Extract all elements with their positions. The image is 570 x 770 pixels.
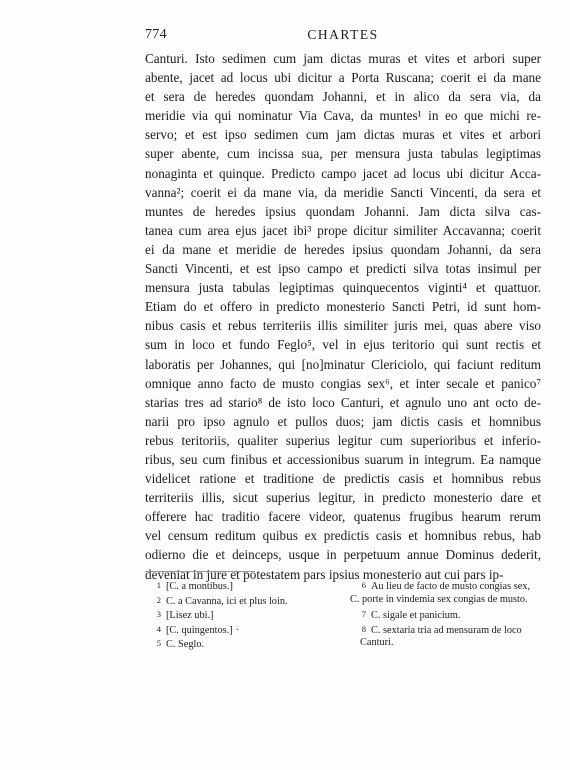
footnote-continuation [350, 593, 550, 608]
page-number: 774 [145, 27, 167, 42]
footnote [145, 622, 335, 637]
footnote [350, 578, 550, 593]
text-line: vel censum reditum quibus ex predictis casis et homnibus rebus, hab [145, 528, 541, 544]
text-line: Sancti Vincenti, et est ipso campo et predicti silva totas insimul per [145, 261, 541, 277]
footnote-number: 3 [156, 609, 161, 620]
footnote-number: 7 [361, 609, 366, 620]
footnote [145, 578, 335, 593]
text-line: tanea cum area ejus jacet ibi³ prope dicitur similiter Accavanna; coerit [145, 222, 541, 238]
footnote-number: 8 [361, 623, 366, 634]
footnote-text: C. sextaria tria ad mensuram de loco [371, 624, 522, 636]
text-line: sum in loco et fundo Feglo⁵, vel in ejus teritorio qui sunt rectis et [145, 337, 541, 353]
text-line: nonaginta et quinque. Predicto campo jacet ad locus ubi dicitur Acca- [145, 165, 541, 181]
footnote [145, 593, 335, 608]
footnotes-left [145, 578, 335, 651]
footnote [145, 607, 335, 622]
footnote [350, 607, 550, 622]
text-line: videlicet ratione et traditione de predictis casis et homnibus rebus [145, 471, 541, 487]
text-line: et sera de heredes quondam Johanni, et in alico da sera via, da [145, 89, 541, 105]
footnote-number: 5 [156, 638, 161, 649]
footnote-text: C. sigale et panicium. [371, 610, 461, 622]
footnote-text: Canturi. [360, 637, 394, 649]
text-line: narii pro ipso agnulo et pullos duos; jam dictis casis et homnibus [145, 413, 541, 429]
text-line: rebus teritoriis, qualiter superius legitur cum superioribus et inferio- [145, 432, 541, 448]
stray-mark: · [235, 624, 240, 636]
footnote-text: [C. a montibus.] [166, 581, 233, 592]
text-line: Etiam do et offero in predicto monesterio Sancti Petri, id sunt hom- [145, 299, 541, 315]
text-line: abente, jacet ad locus ubi dicitur a Porta Ruscana; coerit ei da mane [145, 70, 541, 86]
text-line: territeriis illis, sicut superius legitur, in predicto monesterio dare et [145, 490, 541, 506]
text-line: omnique anno facto de musto congias sex⁶, et inter secale et panico⁷ [145, 375, 541, 391]
page-header [145, 27, 541, 45]
text-line: starias tres ad stario⁸ de isto loco Canturi, et agnulo uno ant octo de- [145, 394, 541, 410]
footnote-text: [Lisez ubi.] [166, 610, 214, 622]
footnote-number: 4 [156, 623, 161, 634]
footnotes-right [350, 578, 550, 651]
text-line: meridie via qui nominatur Via Cava, da muntes¹ in eo que michi re- [145, 108, 541, 124]
footnote-rule [145, 571, 255, 572]
footnote-number: 1 [156, 580, 161, 590]
footnote-text: C. a Cavanna, ici et plus loin. [166, 595, 288, 607]
text-line: servo; et est ipso sedimen cum jam dictas muras et vites et arbori [145, 127, 541, 143]
text-line: offerere hac traditio facere videor, quatenus frugibus hearum rerum [145, 509, 541, 525]
text-line: ei da mane et meridie de heredes ipsius quondam Johanni, da sera [145, 241, 541, 257]
footnote-number: 2 [156, 594, 161, 605]
text-line: deveniat in jure et potestatem pars ipsius monesterio aut cui pars ip- [145, 566, 504, 582]
text-line: vanna²; coerit ei da mane via, da meridie Sancti Vincenti, da sera et [145, 184, 541, 200]
footnote-number: 6 [361, 580, 366, 590]
text-line: super abente, cum incissa sua, per mensura justa tabulas legiptimas [145, 146, 541, 162]
running-title: CHARTES [307, 27, 379, 42]
footnote [350, 622, 550, 637]
text-line: muntes de heredes ipsius quondam Johanni. Jam dicta silva cas- [145, 203, 541, 219]
text-line: ribus, seu cum finibus et accessionibus suarum in integrum. Ea namque [145, 451, 541, 467]
text-line: laboratis per Johannes, qui [no]minatur Clericiolo, qui faciunt reditum [145, 356, 541, 372]
text-line: Canturi. Isto sedimen cum jam dictas muras et vites et arbori super [145, 51, 541, 66]
footnote [145, 636, 335, 651]
footnote-text: Au lieu de facto de musto congias sex, [371, 581, 530, 592]
footnote-text: C. Seglo. [166, 639, 205, 651]
footnote-continuation [350, 636, 550, 651]
footnote-text: [C. quingentos.] [166, 624, 233, 636]
text-line: nibus casis et rebus territeriis illis similiter juris mei, quas abere viso [145, 318, 541, 334]
footnote-text: C. porte in vindemia sex congias de musto. [350, 593, 528, 605]
text-line: odierno die et deinceps, usque in perpetuum annue Dominus dederit, [145, 547, 541, 563]
charter-text [145, 49, 541, 584]
text-line: mensura justa tabulas legiptimas quinquecentos viginti⁴ et quattuor. [145, 280, 541, 296]
